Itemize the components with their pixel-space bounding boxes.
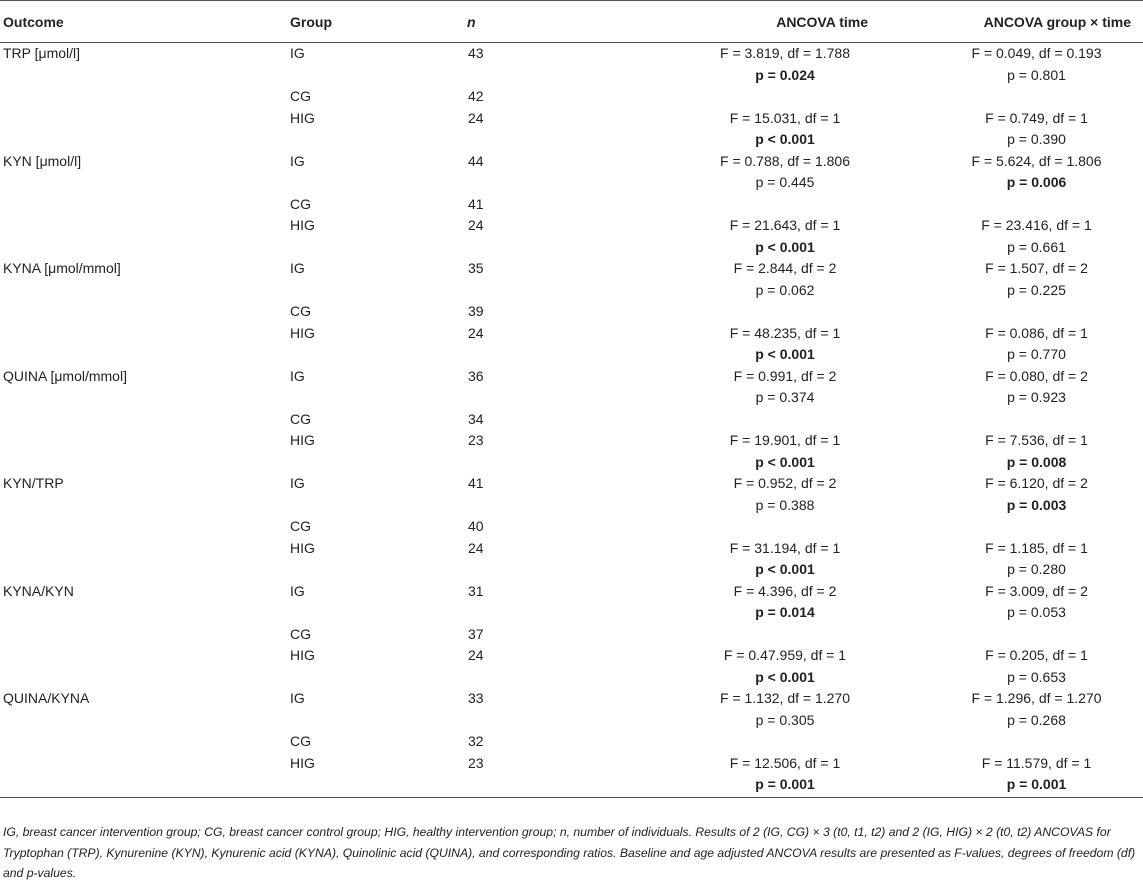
table-row [0, 108, 1143, 151]
cell-ancova-time [560, 258, 880, 301]
time-p-value: p = 0.001 [755, 776, 815, 792]
cell-n: 24 [468, 217, 484, 233]
cell-ancova-time [560, 86, 880, 108]
cell-group: CG [290, 625, 311, 642]
time-statistic: F = 21.643, df = 1 [729, 217, 841, 233]
cell-ancova-time [560, 516, 880, 538]
cell-group: HIG [290, 753, 460, 798]
cell-ancova-interaction [880, 581, 1143, 624]
cell-ancova-interaction [880, 323, 1143, 366]
cell-ancova-interaction [880, 430, 1143, 473]
time-p-value: p < 0.001 [755, 346, 815, 362]
cell-ancova-interaction [880, 731, 1143, 753]
cell-ancova-time [560, 688, 880, 731]
time-p-value: p < 0.001 [755, 238, 815, 255]
cell-outcome: KYN/TRP [3, 475, 64, 491]
cell-group: CG [290, 518, 311, 534]
interaction-statistic: F = 1.185, df = 1 [985, 539, 1088, 556]
table-row [0, 323, 1143, 366]
cell-outcome [0, 409, 290, 431]
cell-ancova-time [560, 753, 880, 798]
cell-outcome [0, 516, 290, 538]
table-row [0, 688, 1143, 731]
time-p-value: p < 0.001 [755, 131, 815, 147]
cell-outcome: KYN [μmol/l] [3, 152, 82, 169]
cell-group: IG [290, 582, 305, 599]
cell-outcome: KYNA [μmol/mmol] [3, 260, 121, 276]
cell-ancova-time [560, 108, 880, 151]
cell-group: HIG [290, 432, 315, 448]
cell-ancova-time [560, 194, 880, 216]
time-statistic: F = 0.952, df = 2 [733, 475, 837, 491]
time-p-value: p = 0.024 [755, 66, 815, 83]
cell-outcome [0, 108, 290, 151]
table-row [0, 366, 1143, 409]
cell-ancova-interaction [880, 108, 1143, 151]
time-p-value: p = 0.062 [755, 281, 815, 298]
header-outcome: Outcome [0, 1, 290, 43]
time-p-value: p < 0.001 [755, 561, 815, 577]
cell-n: 39 [468, 303, 484, 319]
header-group: Group [290, 1, 460, 43]
time-statistic: F = 31.194, df = 1 [729, 539, 841, 556]
table-row [0, 581, 1143, 624]
cell-n: 37 [468, 625, 484, 642]
interaction-statistic: F = 6.120, df = 2 [985, 475, 1088, 491]
table-row [0, 194, 1143, 216]
cell-outcome [0, 194, 290, 216]
interaction-p-value: p = 0.001 [1006, 776, 1067, 792]
cell-n: 43 [468, 45, 484, 61]
cell-n: 35 [468, 260, 484, 276]
time-p-value: p = 0.305 [755, 711, 815, 728]
cell-outcome [0, 215, 290, 258]
time-statistic: F = 4.396, df = 2 [733, 582, 837, 599]
cell-group: CG [290, 410, 311, 427]
cell-ancova-interaction [880, 151, 1143, 194]
cell-ancova-time [560, 151, 880, 194]
cell-group: CG [290, 195, 311, 212]
cell-n: 23 [468, 432, 484, 448]
cell-outcome: QUINA [μmol/mmol] [3, 367, 127, 384]
header-row [0, 1, 1143, 43]
table-header [0, 1, 1143, 43]
interaction-p-value: p = 0.770 [1007, 346, 1066, 362]
cell-ancova-time [560, 645, 880, 688]
interaction-statistic: F = 0.749, df = 1 [985, 109, 1088, 126]
cell-group: HIG [290, 647, 315, 663]
time-p-value: p = 0.014 [755, 604, 815, 620]
time-p-value: p < 0.001 [755, 668, 815, 685]
time-statistic: F = 0.991, df = 2 [733, 367, 837, 384]
cell-group: IG [290, 260, 305, 276]
cell-outcome [0, 624, 290, 646]
cell-ancova-interaction [880, 688, 1143, 731]
cell-n: 41 [468, 195, 484, 212]
cell-group: HIG [290, 539, 315, 556]
interaction-statistic: F = 1.296, df = 1.270 [971, 690, 1102, 706]
cell-outcome [0, 323, 290, 366]
interaction-statistic: F = 5.624, df = 1.806 [971, 152, 1102, 169]
cell-n: 24 [468, 109, 484, 126]
cell-ancova-time [560, 473, 880, 516]
interaction-statistic: F = 0.080, df = 2 [985, 367, 1088, 384]
cell-outcome [0, 731, 290, 753]
table-row [0, 430, 1143, 473]
interaction-statistic: F = 0.086, df = 1 [985, 324, 1088, 341]
interaction-p-value: p = 0.225 [1007, 281, 1066, 298]
cell-group: HIG [290, 109, 315, 126]
cell-group: CG [290, 303, 311, 319]
cell-ancova-time [560, 430, 880, 473]
cell-ancova-time [560, 409, 880, 431]
cell-outcome [0, 538, 290, 581]
cell-ancova-interaction [880, 215, 1143, 258]
cell-n: 44 [468, 152, 484, 169]
interaction-statistic: F = 11.579, df = 1 [981, 754, 1092, 771]
cell-outcome: TRP [μmol/l] [3, 45, 81, 61]
interaction-p-value: p = 0.008 [1006, 453, 1067, 470]
time-statistic: F = 3.819, df = 1.788 [720, 45, 850, 61]
cell-ancova-time [560, 43, 880, 87]
interaction-p-value: p = 0.003 [1006, 496, 1067, 513]
cell-n: 24 [468, 647, 484, 663]
cell-group: HIG [290, 217, 315, 233]
cell-n: 34 [468, 410, 484, 427]
interaction-p-value: p = 0.801 [1007, 66, 1066, 83]
time-statistic: F = 2.844, df = 2 [733, 260, 837, 276]
time-p-value: p = 0.388 [755, 496, 815, 513]
table-row [0, 731, 1143, 753]
interaction-p-value: p = 0.390 [1007, 131, 1066, 147]
cell-n: 32 [468, 733, 484, 749]
interaction-p-value: p = 0.268 [1007, 711, 1066, 728]
table-row [0, 753, 1143, 798]
cell-group: IG [290, 367, 305, 384]
cell-outcome [0, 753, 290, 798]
interaction-p-value: p = 0.280 [1007, 561, 1066, 577]
header-ancova-time: ANCOVA time [560, 1, 880, 43]
cell-outcome: QUINA/KYNA [3, 690, 90, 706]
cell-ancova-interaction [880, 645, 1143, 688]
cell-group: IG [290, 690, 305, 706]
cell-group: CG [290, 88, 311, 104]
cell-n: 24 [468, 324, 484, 341]
table-row [0, 645, 1143, 688]
cell-ancova-interaction [880, 538, 1143, 581]
cell-group: IG [290, 45, 305, 61]
time-statistic: F = 0.788, df = 1.806 [720, 152, 850, 169]
cell-ancova-time [560, 731, 880, 753]
time-statistic: F = 15.031, df = 1 [729, 109, 841, 126]
cell-ancova-interaction [880, 258, 1143, 301]
cell-ancova-interaction [880, 624, 1143, 646]
table-row [0, 43, 1143, 87]
interaction-statistic: F = 0.205, df = 1 [985, 647, 1088, 663]
cell-outcome [0, 301, 290, 323]
table-row [0, 151, 1143, 194]
cell-ancova-interaction [880, 473, 1143, 516]
interaction-p-value: p = 0.661 [1007, 238, 1066, 255]
cell-outcome [0, 645, 290, 688]
interaction-p-value: p = 0.653 [1007, 668, 1066, 685]
time-statistic: F = 12.506, df = 1 [729, 754, 841, 771]
cell-group: IG [290, 475, 305, 491]
cell-outcome [0, 86, 290, 108]
time-statistic: F = 19.901, df = 1 [729, 432, 841, 448]
cell-ancova-interaction [880, 409, 1143, 431]
table-row [0, 516, 1143, 538]
header-ancova-interaction: ANCOVA group × time [880, 1, 1143, 43]
cell-n: 36 [468, 367, 484, 384]
cell-ancova-time [560, 581, 880, 624]
cell-ancova-interaction [880, 753, 1143, 798]
cell-n: 24 [468, 539, 484, 556]
table-row [0, 538, 1143, 581]
cell-outcome: KYNA/KYN [3, 582, 74, 599]
cell-ancova-interaction [880, 86, 1143, 108]
cell-group: CG [290, 733, 311, 749]
cell-ancova-time [560, 624, 880, 646]
cell-n: 42 [468, 88, 484, 104]
time-p-value: p = 0.445 [755, 174, 815, 190]
table-row [0, 409, 1143, 431]
cell-ancova-time [560, 301, 880, 323]
interaction-statistic: F = 0.049, df = 0.193 [971, 45, 1102, 61]
cell-ancova-time [560, 366, 880, 409]
interaction-p-value: p = 0.923 [1007, 389, 1066, 405]
cell-group: IG [290, 152, 305, 169]
time-statistic: F = 0.47.959, df = 1 [723, 647, 847, 663]
table-row [0, 86, 1143, 108]
cell-group: HIG [290, 324, 315, 341]
interaction-statistic: F = 1.507, df = 2 [985, 260, 1088, 276]
cell-ancova-interaction [880, 194, 1143, 216]
cell-ancova-interaction [880, 301, 1143, 323]
table-row [0, 215, 1143, 258]
table-row [0, 258, 1143, 301]
cell-n: 33 [468, 690, 484, 706]
interaction-statistic: F = 7.536, df = 1 [985, 432, 1088, 448]
interaction-statistic: F = 23.416, df = 1 [981, 217, 1092, 233]
table-body [0, 43, 1143, 798]
header-n: n [460, 1, 560, 43]
cell-ancova-time [560, 323, 880, 366]
cell-n: 23 [460, 753, 560, 798]
time-p-value: p = 0.374 [755, 389, 815, 405]
cell-n: 31 [468, 582, 484, 599]
cell-ancova-interaction [880, 366, 1143, 409]
table-footnote: IG, breast cancer intervention group; CG, breast cancer control group; HIG, healthy intervention group; n, number of individuals. Results of 2 (IG, CG) × 3 (t0, t1, t2) and 2 (IG, HIG) × 2 (t0, t2) ANCOVAS for Tryptophan (TRP), Kynurenine (KYN), Kynurenic acid (KYNA), Quinolinic acid (QUINA), and corresponding ratios. Baseline and age adjusted ANCOVA results are presented as F-values, degrees of freedom (df) and p-values. [3, 825, 1136, 880]
table-row [0, 624, 1143, 646]
cell-ancova-interaction [880, 516, 1143, 538]
cell-n: 41 [468, 475, 484, 491]
table-row [0, 301, 1143, 323]
table-row [0, 473, 1143, 516]
cell-n: 40 [468, 518, 484, 534]
cell-ancova-time [560, 538, 880, 581]
interaction-p-value: p = 0.053 [1007, 604, 1066, 620]
cell-outcome [0, 430, 290, 473]
cell-ancova-time [560, 215, 880, 258]
cell-ancova-interaction [880, 43, 1143, 87]
interaction-p-value: p = 0.006 [1006, 174, 1067, 190]
time-statistic: F = 48.235, df = 1 [729, 324, 841, 341]
time-statistic: F = 1.132, df = 1.270 [720, 690, 850, 706]
interaction-statistic: F = 3.009, df = 2 [985, 582, 1088, 599]
time-p-value: p < 0.001 [755, 453, 815, 470]
